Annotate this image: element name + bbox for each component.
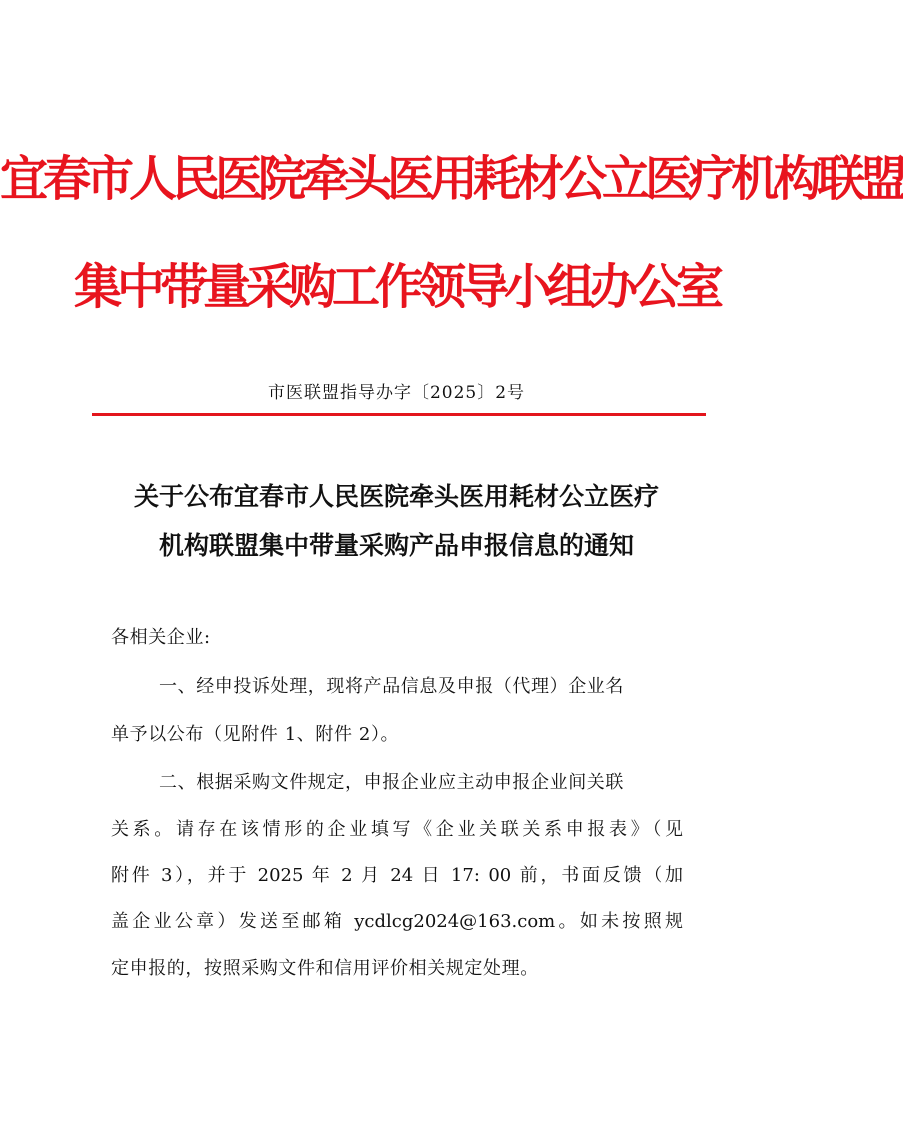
paragraph-1-line-2: 单予以公布（见附件 1、附件 2）。: [111, 724, 400, 745]
issuing-office-name-line-1: 宜春市人民医院牵头医用耗材公立医疗机构联盟: [0, 151, 903, 207]
paragraph-2-line-5: 定申报的，按照采购文件和信用评价相关规定处理。: [111, 958, 539, 979]
notice-title-line-2: 机构联盟集中带量采购产品申报信息的通知: [158, 531, 634, 560]
paragraph-2-line-1: 二、根据采购文件规定，申报企业应主动申报企业间关联: [159, 772, 624, 793]
paragraph-2-line-4: 盖企业公章）发送至邮箱 ycdlcg2024@163.com。如未按照规: [111, 911, 683, 932]
document-number: 市医联盟指导办字〔2025〕2号: [267, 383, 526, 403]
notice-title-line-1: 关于公布宜春市人民医院牵头医用耗材公立医疗: [133, 482, 659, 511]
salutation: 各相关企业:: [111, 627, 211, 648]
issuing-office-name-line-2: 集中带量采购工作领导小组办公室: [73, 259, 719, 315]
paragraph-2-line-2: 关系。请存在该情形的企业填写《企业关联关系申报表》（见: [111, 819, 683, 840]
red-divider-rule: [92, 413, 706, 416]
paragraph-1-line-1: 一、经申投诉处理，现将产品信息及申报（代理）企业名: [159, 676, 624, 697]
paragraph-2-line-3: 附件 3），并于 2025 年 2 月 24 日 17: 00 前，书面反馈（加: [111, 865, 683, 886]
